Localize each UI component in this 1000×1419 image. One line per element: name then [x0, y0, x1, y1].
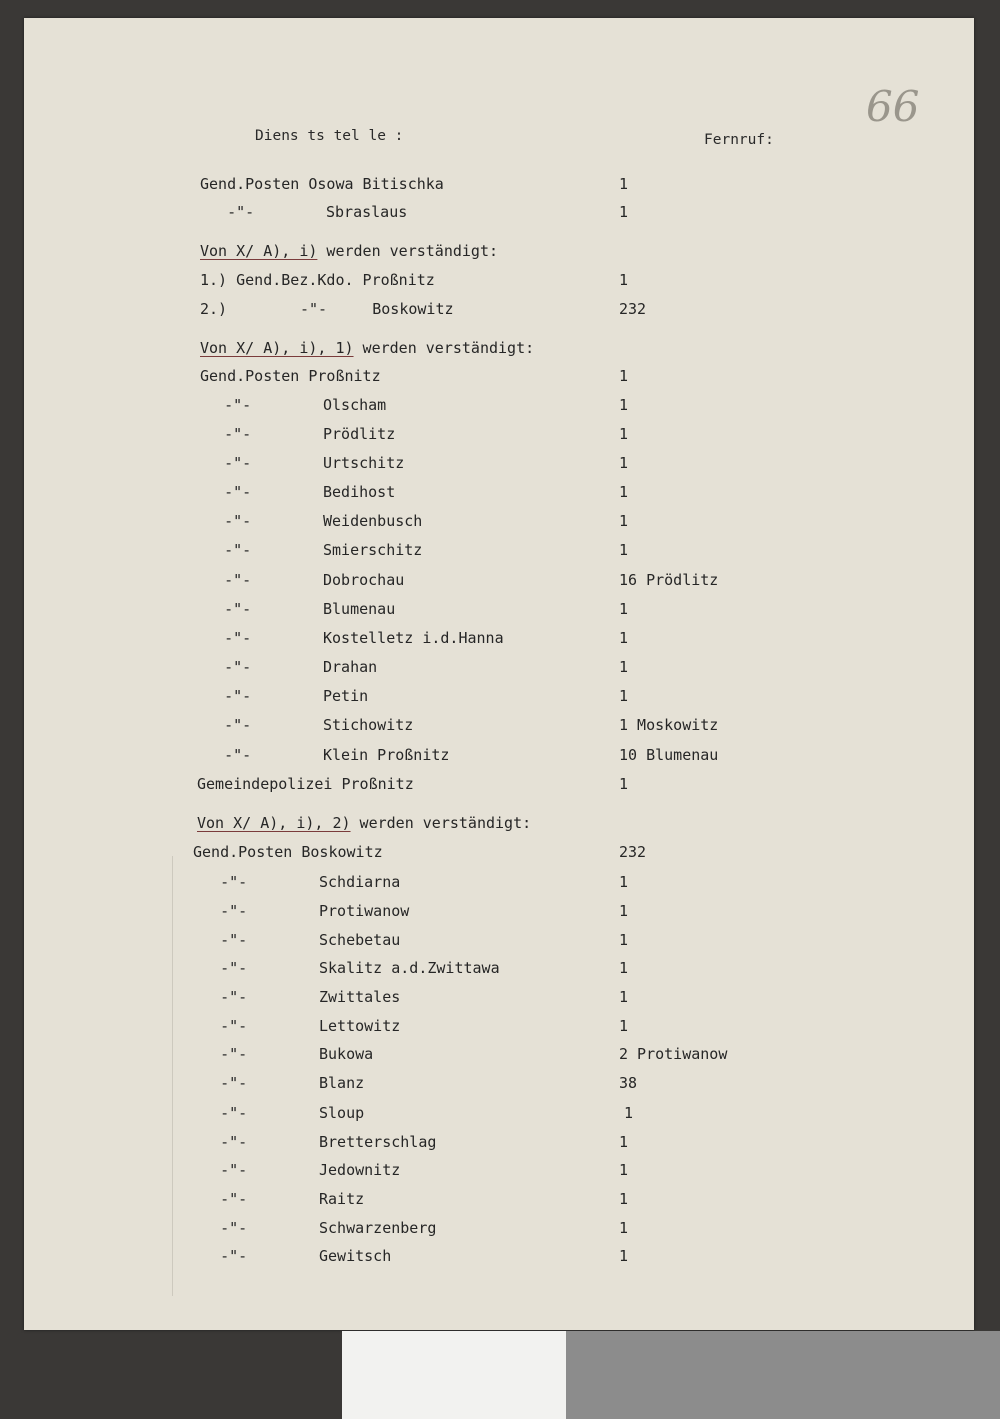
phone-number: 1 [619, 629, 629, 647]
phone-number: 1 [619, 175, 629, 193]
station-name: Klein Proßnitz [323, 746, 450, 764]
document-page [24, 18, 974, 1330]
listing-row [197, 600, 817, 622]
station-name: Raitz [319, 1190, 365, 1208]
listing-row [193, 843, 813, 865]
phone-number: 1 [619, 1133, 629, 1151]
station-name: Bukowa [319, 1045, 374, 1063]
listing-row [197, 687, 817, 709]
phone-number: 10 Blumenau [619, 746, 719, 764]
office-name: -"- [197, 600, 252, 618]
office-name: -"- [197, 454, 252, 472]
office-name: -"- [193, 1104, 248, 1122]
office-name: -"- [193, 1017, 248, 1035]
station-name: Olscham [323, 396, 387, 414]
office-column-header: Diens ts tel le : [255, 128, 404, 144]
listing-row [197, 512, 817, 534]
office-name: -"- [197, 571, 252, 589]
listing-row [193, 959, 813, 981]
listing-row [197, 716, 817, 738]
phone-number: 1 [619, 873, 629, 891]
station-name: Lettowitz [319, 1017, 401, 1035]
station-name: Schwarzenberg [319, 1219, 437, 1237]
listing-row [193, 931, 813, 953]
phone-number: 1 [619, 1247, 629, 1265]
listing-row [197, 483, 817, 505]
phone-number: 1 [619, 425, 629, 443]
office-name: -"- [197, 483, 252, 501]
office-name: 1.) Gend.Bez.Kdo. Proßnitz [200, 271, 435, 289]
listing-row [200, 175, 820, 197]
phone-number: 1 [619, 959, 629, 977]
phone-number: 38 [619, 1074, 638, 1092]
listing-row [197, 571, 817, 593]
station-name: Blanz [319, 1074, 365, 1092]
office-name: -"- [197, 541, 252, 559]
section-heading [200, 339, 820, 361]
phone-number: 1 [619, 687, 629, 705]
office-name: -"- [193, 902, 248, 920]
office-name: -"- [193, 1190, 248, 1208]
office-name: -"- [197, 658, 252, 676]
station-name: Sloup [319, 1104, 365, 1122]
station-name: Weidenbusch [323, 512, 423, 530]
station-name: Dobrochau [323, 571, 405, 589]
phone-number: 1 [619, 203, 629, 221]
listing-row [193, 902, 813, 924]
office-name: -"- [193, 1133, 248, 1151]
listing-row [197, 658, 817, 680]
phone-number: 1 [619, 396, 629, 414]
station-name: Protiwanow [319, 902, 410, 920]
station-name: Schdiarna [319, 873, 401, 891]
phone-number: 1 [619, 271, 629, 289]
station-name: Blumenau [323, 600, 396, 618]
station-name: Drahan [323, 658, 378, 676]
listing-row [193, 1247, 813, 1269]
office-name: -"- [197, 746, 252, 764]
listing-row [193, 988, 813, 1010]
phone-number: 1 [624, 1104, 634, 1122]
office-name: Gend.Posten Osowa Bitischka [200, 175, 444, 193]
office-name: Gend.Posten Boskowitz [193, 843, 383, 861]
office-name: -"- [193, 873, 248, 891]
listing-row [200, 271, 820, 293]
phone-number: 1 [619, 512, 629, 530]
section-heading-ref: Von X/ A), i), 2) [197, 814, 351, 832]
phone-number: 1 [619, 931, 629, 949]
office-name: Gend.Posten Proßnitz [200, 367, 381, 385]
section-heading-rest: werden verständigt: [353, 339, 535, 357]
station-name: Bedihost [323, 483, 396, 501]
phone-number: 1 [619, 600, 629, 618]
office-name: -"- [193, 1161, 248, 1179]
station-name: -"- Boskowitz [300, 300, 454, 318]
office-name: -"- [197, 425, 252, 443]
phone-number: 1 [619, 1017, 629, 1035]
office-name: -"- [193, 1074, 248, 1092]
section-heading-rest: werden verständigt: [350, 814, 532, 832]
listing-row [193, 873, 813, 895]
office-name: 2.) [200, 300, 228, 318]
section-heading [200, 242, 820, 264]
office-name: -"- [193, 1045, 248, 1063]
office-name: -"- [197, 716, 252, 734]
phone-number: 1 [619, 658, 629, 676]
phone-number: 1 [619, 775, 629, 793]
station-name: Smierschitz [323, 541, 423, 559]
office-name: -"- [197, 629, 252, 647]
station-name: Zwittales [319, 988, 401, 1006]
listing-row [193, 1104, 813, 1126]
listing-row [197, 425, 817, 447]
phone-number: 1 Moskowitz [619, 716, 719, 734]
phone-number: 1 [619, 902, 629, 920]
station-name: Bretterschlag [319, 1133, 437, 1151]
phone-number: 1 [619, 988, 629, 1006]
station-name: Kostelletz i.d.Hanna [323, 629, 504, 647]
phone-number: 16 Prödlitz [619, 571, 719, 589]
station-name: Skalitz a.d.Zwittawa [319, 959, 500, 977]
phone-number: 1 [619, 1219, 629, 1237]
listing-row [193, 1074, 813, 1096]
station-name: Urtschitz [323, 454, 405, 472]
listing-row [193, 1190, 813, 1212]
station-name: Petin [323, 687, 369, 705]
listing-row [197, 396, 817, 418]
listing-row [193, 1133, 813, 1155]
phone-number: 1 [619, 1190, 629, 1208]
phone-number: 2 Protiwanow [619, 1045, 728, 1063]
listing-row [197, 629, 817, 651]
station-name: Schebetau [319, 931, 401, 949]
listing-row [193, 1045, 813, 1067]
listing-row [197, 541, 817, 563]
station-name: Sbraslaus [326, 203, 408, 221]
section-heading-ref: Von X/ A), i), 1) [200, 339, 354, 357]
phone-column-header: Fernruf: [704, 132, 774, 148]
station-name: Stichowitz [323, 716, 414, 734]
listing-row [193, 1017, 813, 1039]
section-heading-rest: werden verständigt: [317, 242, 499, 260]
listing-row [197, 775, 817, 797]
folio-number: 66 [866, 82, 920, 131]
office-name: -"- [193, 931, 248, 949]
office-name: -"- [193, 1247, 248, 1265]
office-name: -"- [193, 959, 248, 977]
listing-row [200, 367, 820, 389]
office-name: -"- [197, 512, 252, 530]
listing-row [193, 1161, 813, 1183]
listing-row [200, 300, 820, 322]
calibration-grey-patch [566, 1331, 1000, 1419]
station-name: Jedownitz [319, 1161, 401, 1179]
office-name: -"- [197, 396, 252, 414]
listing-row [197, 746, 817, 768]
phone-number: 1 [619, 483, 629, 501]
office-name: -"- [197, 687, 252, 705]
station-name: Prödlitz [323, 425, 396, 443]
phone-number: 1 [619, 1161, 629, 1179]
section-heading [197, 814, 817, 836]
listing-row [197, 454, 817, 476]
calibration-white-patch [342, 1331, 566, 1419]
office-name: -"- [193, 1219, 248, 1237]
office-name: Gemeindepolizei Proßnitz [197, 775, 414, 793]
section-heading-ref: Von X/ A), i) [200, 242, 318, 260]
listing-row [200, 203, 820, 225]
phone-number: 232 [619, 300, 647, 318]
phone-number: 232 [619, 843, 647, 861]
margin-line [172, 856, 173, 1296]
phone-number: 1 [619, 367, 629, 385]
listing-row [193, 1219, 813, 1241]
office-name: -"- [200, 203, 255, 221]
phone-number: 1 [619, 454, 629, 472]
phone-number: 1 [619, 541, 629, 559]
station-name: Gewitsch [319, 1247, 392, 1265]
office-name: -"- [193, 988, 248, 1006]
